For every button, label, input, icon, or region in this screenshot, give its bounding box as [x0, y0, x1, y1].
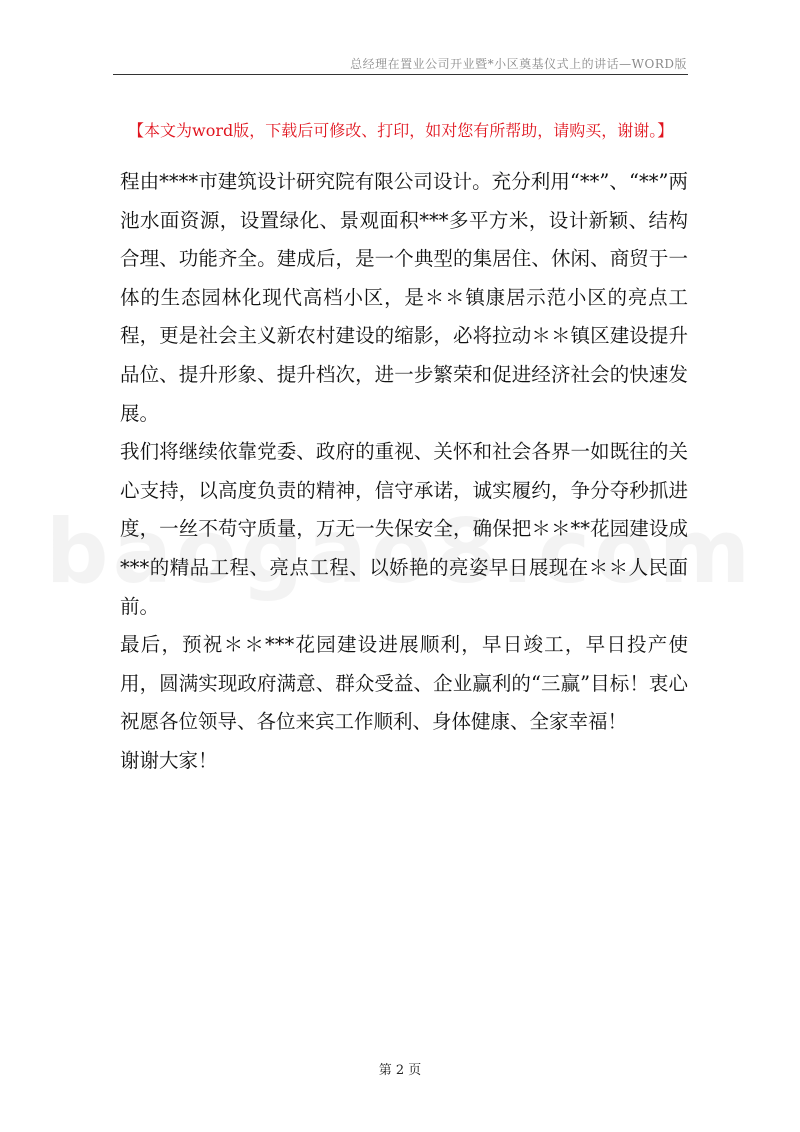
- purchase-notice: 【本文为word版，下载后可修改、打印，如对您有所帮助，请购买，谢谢。】: [128, 121, 674, 140]
- page-number: 第 2 页: [378, 1063, 422, 1078]
- header-divider: [113, 74, 688, 75]
- document-body: [120, 163, 688, 781]
- body-paragraph: 最后，预祝＊＊***花园建设进展顺利，早日竣工，早日投产使用，圆满实现政府满意、群众受益、企业赢利的“三赢”目标！衷心祝愿各位领导、各位来宾工作顺利、身体健康、全家幸福！: [120, 633, 688, 734]
- body-paragraph-closing: 谢谢大家！: [120, 748, 218, 772]
- running-header-title: 总经理在置业公司开业暨*小区奠基仪式上的讲话—WORD版: [350, 57, 687, 71]
- body-paragraph: 程由****市建筑设计研究院有限公司设计。充分利用“**”、“**”两池水面资源，设置绿化、景观面积***多平方米，设计新颖、结构合理、功能齐全。建成后，是一个典型的集居住、休闲、商贸于一体的生态园林化现代高档小区，是＊＊镇康居示范小区的亮点工程，更是社会主义新农村建设的缩影，必将拉动＊＊镇区建设提升品位、提升形象、提升档次，进一步繁荣和促进经济社会的快速发展。: [120, 170, 688, 425]
- body-paragraph: 我们将继续依靠党委、政府的重视、关怀和社会各界一如既往的关心支持，以高度负责的精神，信守承诺，诚实履约，争分夺秒抓进度，一丝不苟守质量，万无一失保安全，确保把＊＊**花园建设成***的精品工程、亮点工程、以娇艳的亮姿早日展现在＊＊人民面前。: [120, 440, 688, 618]
